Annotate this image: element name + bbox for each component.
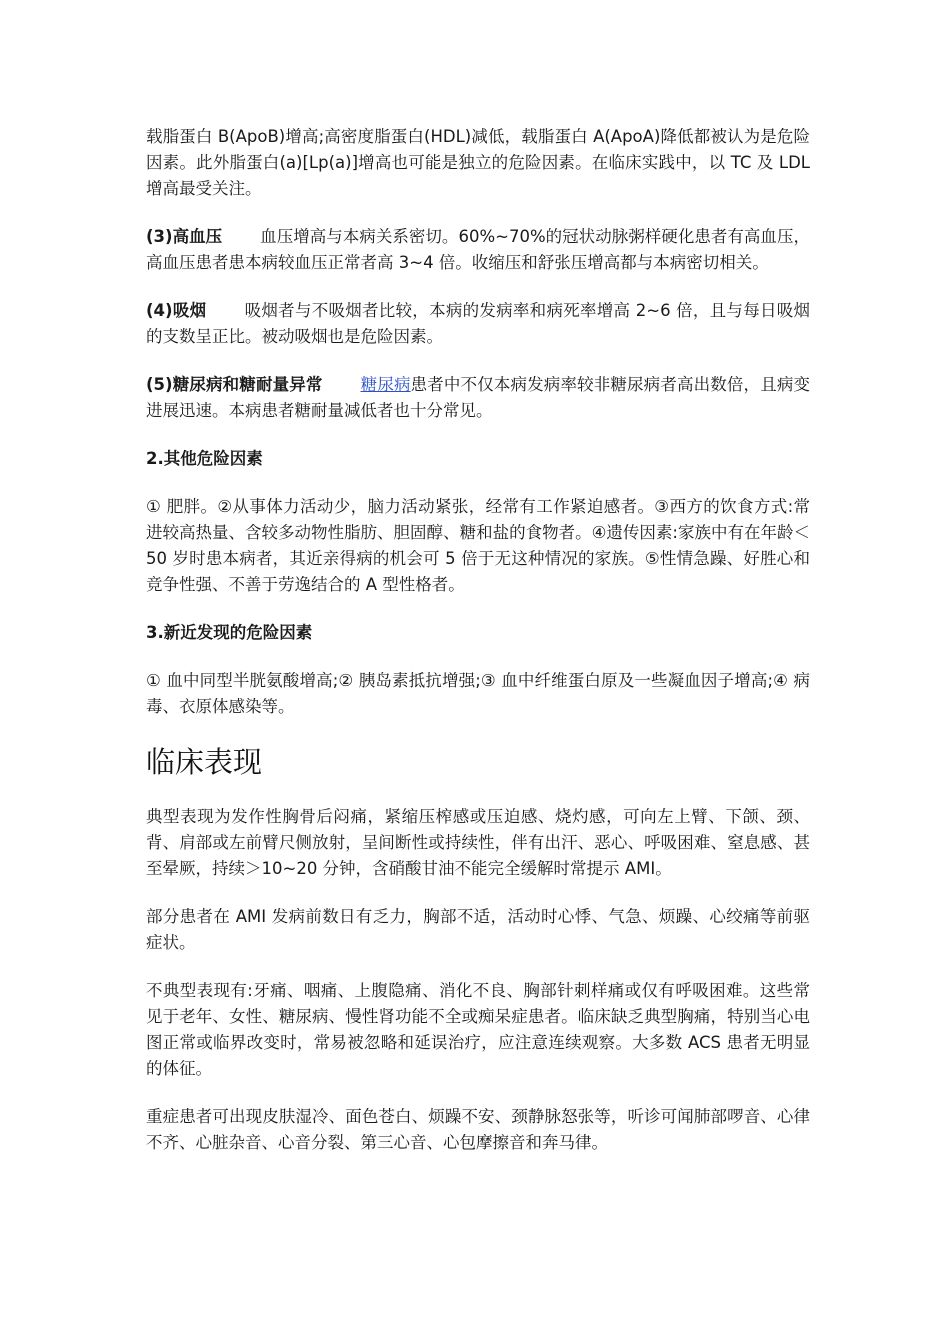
- hypertension-text: 血压增高与本病关系密切。60%~70%的冠状动脉粥样硬化患者有高血压，高血压患者患本病较血压正常者高 3~4 倍。收缩压和舒张压增高都与本病密切相关。: [146, 227, 810, 272]
- paragraph-clinical-typical: 典型表现为发作性胸骨后闷痛，紧缩压榨感或压迫感、烧灼感，可向左上臂、下颌、颈、背、肩部或左前臂尺侧放射，呈间断性或持续性，伴有出汗、恶心、呼吸困难、窒息感、甚至晕厥，持续＞10~20 分钟，含硝酸甘油不能完全缓解时常提示 AMI。: [146, 807, 810, 878]
- diabetes-text: 患者中不仅本病发病率较非糖尿病者高出数倍，且病变进展迅速。本病患者糖耐量减低者也十分常见。: [146, 375, 810, 420]
- diabetes-link[interactable]: 糖尿病: [360, 375, 411, 394]
- smoking-label: (4)吸烟: [146, 301, 207, 320]
- paragraph-clinical-prodrome: 部分患者在 AMI 发病前数日有乏力，胸部不适，活动时心悸、气急、烦躁、心绞痛等前驱症状。: [146, 907, 810, 952]
- paragraph-smoking: [146, 298, 810, 350]
- paragraph-clinical-atypical: 不典型表现有:牙痛、咽痛、上腹隐痛、消化不良、胸部针刺样痛或仅有呼吸困难。这些常见于老年、女性、糖尿病、慢性肾功能不全或痴呆症患者。临床缺乏典型胸痛，特别当心电图正常或临界改变时，常易被忽略和延误治疗，应注意连续观察。大多数 ACS 患者无明显的体征。: [146, 981, 810, 1078]
- paragraph-lipid: 载脂蛋白 B(ApoB)增高;高密度脂蛋白(HDL)减低，载脂蛋白 A(ApoA)降低都被认为是危险因素。此外脂蛋白(a)[Lp(a)]增高也可能是独立的危险因素。在临床实践中，以 TC 及 LDL 增高最受关注。: [146, 127, 810, 198]
- heading-clinical: 临床表现: [146, 745, 263, 779]
- section-title-new-risk: 3.新近发现的危险因素: [146, 623, 313, 642]
- section-title-other-risk: 2.其他危险因素: [146, 449, 263, 468]
- smoking-text: 吸烟者与不吸烟者比较，本病的发病率和病死率增高 2~6 倍，且与每日吸烟的支数呈正比。被动吸烟也是危险因素。: [146, 301, 810, 346]
- paragraph-new-risk: ① 血中同型半胱氨酸增高;② 胰岛素抵抗增强;③ 血中纤维蛋白原及一些凝血因子增高;④ 病毒、衣原体感染等。: [146, 671, 810, 716]
- diabetes-label: (5)糖尿病和糖耐量异常: [146, 375, 323, 394]
- paragraph-hypertension: [146, 224, 810, 276]
- paragraph-other-risk: ① 肥胖。②从事体力活动少，脑力活动紧张，经常有工作紧迫感者。③西方的饮食方式:常进较高热量、含较多动物性脂肪、胆固醇、糖和盐的食物者。④遗传因素:家族中有在年龄＜50 岁时患本病者，其近亲得病的机会可 5 倍于无这种情况的家族。⑤性情急躁、好胜心和竞争性强、不善于劳逸结合的 A 型性格者。: [146, 497, 810, 594]
- document-page: [146, 124, 810, 1178]
- paragraph-clinical-severe: 重症患者可出现皮肤湿冷、面色苍白、烦躁不安、颈静脉怒张等，听诊可闻肺部啰音、心律不齐、心脏杂音、心音分裂、第三心音、心包摩擦音和奔马律。: [146, 1107, 810, 1152]
- hypertension-label: (3)高血压: [146, 227, 223, 246]
- paragraph-diabetes: [146, 372, 810, 424]
